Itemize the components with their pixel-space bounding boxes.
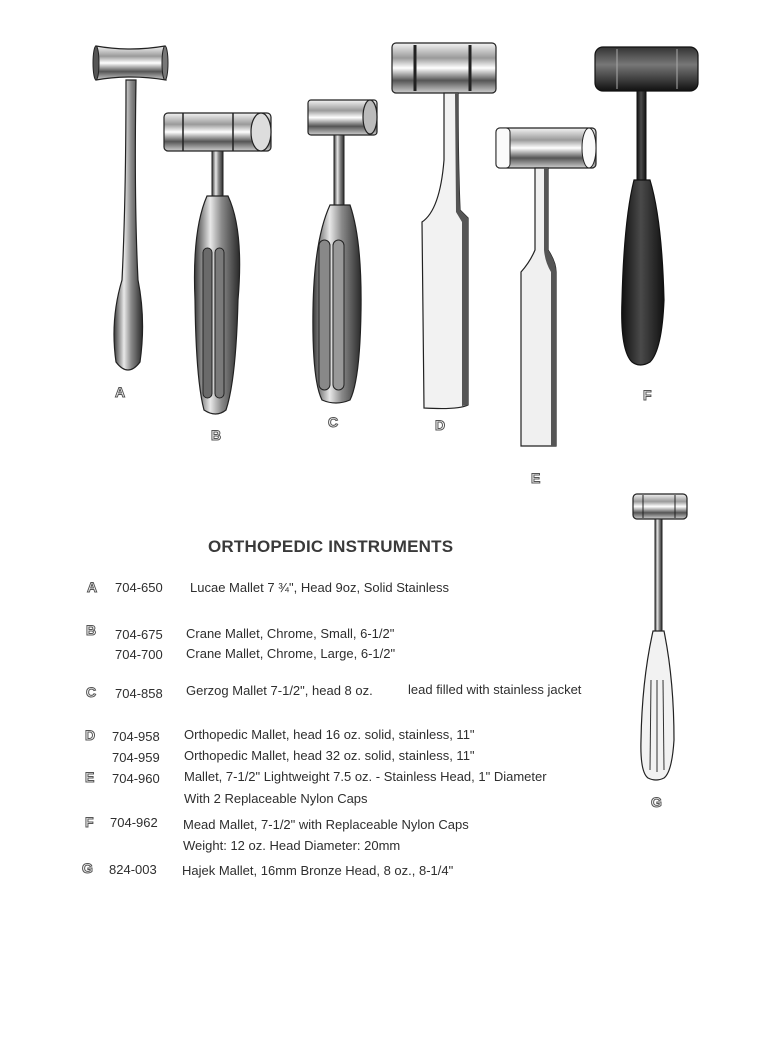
- mallet-a-illustration: [93, 46, 168, 370]
- catalog-number: 704-959: [112, 750, 160, 765]
- mallet-d-illustration: [392, 43, 496, 409]
- entry-key: C: [86, 684, 97, 700]
- catalog-number: 704-960: [112, 771, 160, 786]
- item-description-continued: lead filled with stainless jacket: [408, 682, 582, 697]
- entry-key: E: [85, 769, 95, 785]
- mallet-e-illustration: [496, 128, 596, 446]
- entry-key: A: [87, 579, 98, 595]
- catalog-number: 704-858: [115, 686, 163, 701]
- item-description: Hajek Mallet, 16mm Bronze Head, 8 oz., 8-1/4": [182, 863, 454, 878]
- item-description-continued: Weight: 12 oz. Head Diameter: 20mm: [183, 838, 401, 853]
- item-description-continued: With 2 Replaceable Nylon Caps: [184, 791, 368, 806]
- catalog-number: 704-962: [110, 815, 158, 830]
- mallet-f-illustration: [595, 47, 698, 365]
- catalog-number: 704-700: [115, 647, 163, 662]
- item-description: Mead Mallet, 7-1/2" with Replaceable Nylon Caps: [183, 817, 469, 832]
- figure-label-b: B: [211, 427, 222, 443]
- entry-key: G: [82, 860, 93, 876]
- figure-label-g: G: [651, 794, 662, 810]
- catalog-number: 704-958: [112, 729, 160, 744]
- figure-label-e: E: [531, 470, 541, 486]
- item-description: Lucae Mallet 7 ¾", Head 9oz, Solid Stainless: [190, 580, 449, 595]
- item-description: Crane Mallet, Chrome, Large, 6-1/2": [186, 646, 396, 661]
- figure-label-d: D: [435, 417, 446, 433]
- entry-key: B: [86, 622, 97, 638]
- item-description: Orthopedic Mallet, head 16 oz. solid, stainless, 11": [184, 727, 475, 742]
- figure-label-a: A: [115, 384, 126, 400]
- catalog-number: 704-675: [115, 627, 163, 642]
- figure-label-c: C: [328, 414, 339, 430]
- mallet-g-illustration: [633, 494, 687, 780]
- item-description: Crane Mallet, Chrome, Small, 6-1/2": [186, 626, 395, 641]
- catalog-number: 704-650: [115, 580, 163, 595]
- item-description: Gerzog Mallet 7-1/2", head 8 oz.: [186, 683, 373, 698]
- entry-key: F: [85, 814, 94, 830]
- item-description: Orthopedic Mallet, head 32 oz. solid, stainless, 11": [184, 748, 475, 763]
- mallet-c-illustration: [308, 100, 377, 403]
- mallet-b-illustration: [164, 113, 271, 414]
- entry-key: D: [85, 727, 96, 743]
- figure-label-f: F: [643, 387, 652, 403]
- catalog-number: 824-003: [109, 862, 157, 877]
- page-title: ORTHOPEDIC INSTRUMENTS: [208, 537, 454, 556]
- item-description: Mallet, 7-1/2" Lightweight 7.5 oz. - Stainless Head, 1" Diameter: [184, 769, 547, 784]
